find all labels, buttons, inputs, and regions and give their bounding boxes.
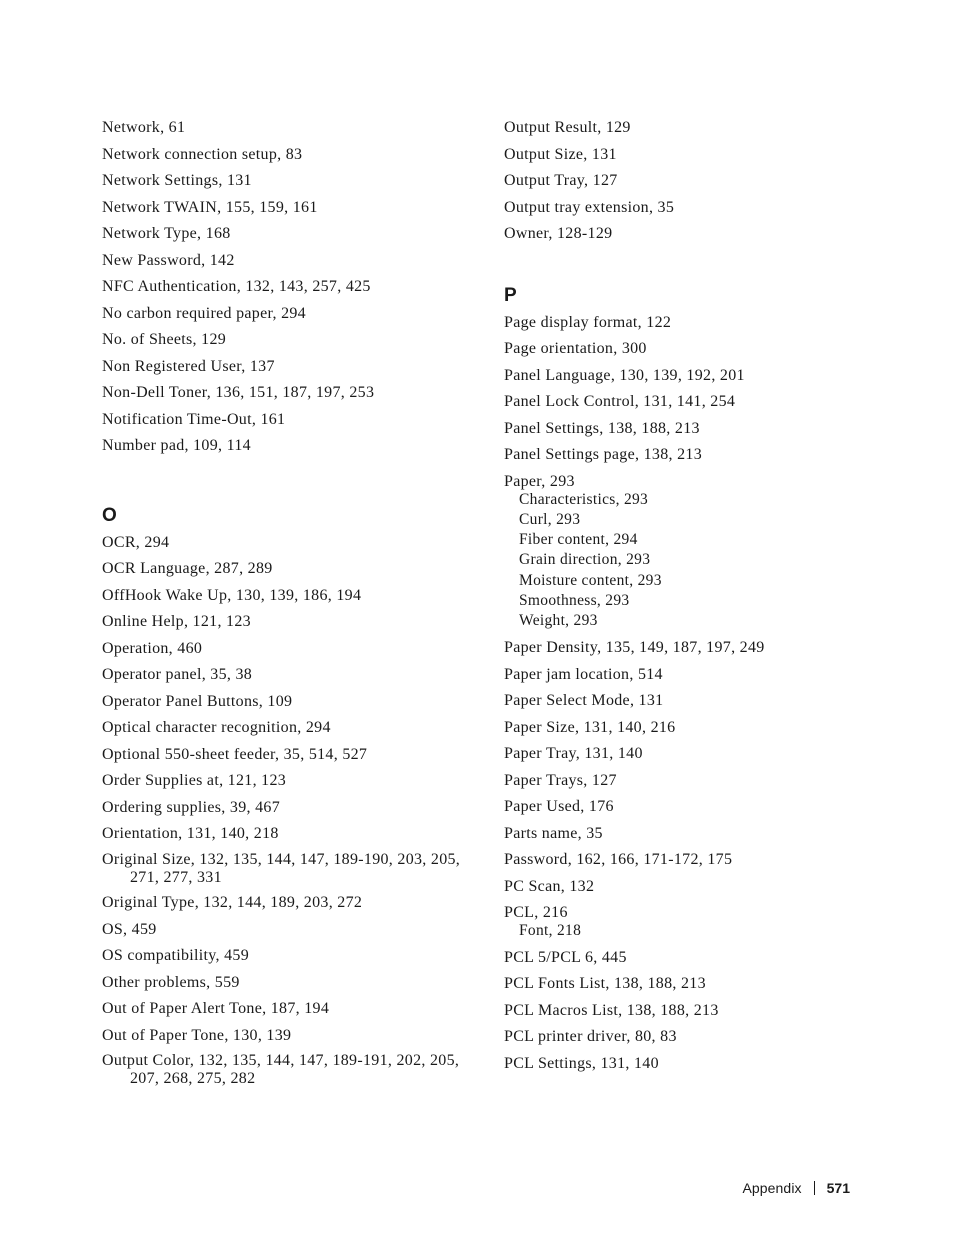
index-entry (102, 1052, 462, 1088)
index-entry (102, 824, 462, 844)
index-entry-text: PCL Fonts List, 138, 188, 213 (504, 975, 706, 993)
index-entry-text: New Password, 142 (102, 251, 235, 269)
index-entry-text: PCL Settings, 131, 140 (504, 1054, 659, 1072)
index-entry (102, 973, 462, 993)
page-footer (742, 1180, 850, 1196)
index-entry (102, 612, 462, 632)
section-gap (504, 251, 884, 285)
index-entry (102, 586, 462, 606)
index-entry (504, 366, 884, 386)
index-entry (504, 419, 884, 439)
index-entry (504, 198, 884, 218)
index-entry (504, 145, 884, 165)
index-entry (102, 692, 462, 712)
index-entry-text: OS compatibility, 459 (102, 947, 250, 964)
index-entry-text: Optical character recognition, 294 (102, 719, 331, 736)
index-entry (504, 118, 884, 138)
index-entry-text: Online Help, 121, 123 (102, 613, 251, 630)
index-entry-text: Output Size, 131 (504, 145, 617, 163)
index-entry (102, 893, 462, 913)
index-entry (504, 1001, 884, 1021)
index-entry (102, 533, 462, 553)
index-subentries (504, 490, 884, 632)
index-subentry: Font, 218 (519, 922, 582, 940)
index-entry (102, 145, 462, 165)
page-number: 571 (826, 1180, 850, 1196)
index-entry (102, 436, 462, 456)
index-entry-text: Notification Time-Out, 161 (102, 410, 286, 428)
index-entry (504, 691, 884, 711)
index-entry-text: Paper Tray, 131, 140 (504, 745, 643, 763)
index-entry-text: OCR, 294 (102, 533, 170, 551)
index-entry-text: Owner, 128-129 (504, 225, 613, 242)
index-entry (102, 330, 462, 350)
index-entry-text: Operator panel, 35, 38 (102, 666, 253, 683)
index-entry-text: PCL, 216 (504, 904, 568, 922)
index-entry (102, 559, 462, 579)
index-entry-text: Number pad, 109, 114 (102, 437, 251, 454)
index-entry (102, 383, 462, 403)
footer-section-label: Appendix (742, 1180, 802, 1196)
index-entry (504, 445, 884, 465)
index-entry-text: Output Result, 129 (504, 119, 631, 136)
index-column-left (102, 118, 462, 1095)
section-gap (102, 463, 462, 505)
index-entry (504, 224, 884, 244)
index-subentry: Weight, 293 (519, 612, 598, 630)
index-entry (504, 638, 884, 658)
index-entry (504, 974, 884, 994)
index-entry (504, 824, 884, 844)
section-letter-heading: P (504, 284, 517, 306)
index-entry-text: Paper Size, 131, 140, 216 (504, 718, 676, 736)
index-entry (102, 277, 462, 297)
index-entry-text: Original Size, 132, 135, 144, 147, 189-190, 203, 205, 271, 277, 331 (102, 850, 461, 886)
index-entry-text: Paper, 293 (504, 472, 575, 490)
index-entry-text: Non-Dell Toner, 136, 151, 187, 197, 253 (102, 384, 375, 401)
index-column-right (504, 118, 884, 1080)
index-entry-text: Ordering supplies, 39, 467 (102, 798, 281, 816)
index-subentries (504, 921, 884, 941)
index-subentry: Smoothness, 293 (519, 591, 630, 609)
index-entry-text: Panel Settings, 138, 188, 213 (504, 419, 700, 437)
index-entry (102, 798, 462, 818)
index-entry (102, 410, 462, 430)
index-entry (102, 198, 462, 218)
index-entry-text: No carbon required paper, 294 (102, 304, 306, 322)
index-entry-text: Page display format, 122 (504, 313, 672, 331)
index-entry (102, 357, 462, 377)
index-entry-text: PCL Macros List, 138, 188, 213 (504, 1001, 719, 1019)
index-entry-text: Out of Paper Alert Tone, 187, 194 (102, 1000, 330, 1017)
index-entry-text: Paper jam location, 514 (504, 665, 663, 683)
index-entry-text: Non Registered User, 137 (102, 357, 275, 375)
index-entry-text: Output Tray, 127 (504, 172, 618, 189)
index-subentry: Characteristics, 293 (519, 490, 649, 508)
index-entry-text: NFC Authentication, 132, 143, 257, 425 (102, 278, 371, 295)
index-entry-text: Panel Settings page, 138, 213 (504, 446, 703, 463)
index-entry (504, 877, 884, 897)
index-entry (102, 946, 462, 966)
index-entry (102, 1026, 462, 1046)
index-entry-text: OS, 459 (102, 920, 157, 938)
index-entry-text: Paper Used, 176 (504, 798, 614, 816)
index-entry (504, 903, 884, 941)
index-entry (102, 745, 462, 765)
index-entry-text: OffHook Wake Up, 130, 139, 186, 194 (102, 586, 362, 604)
index-entry-text: Paper Select Mode, 131 (504, 692, 664, 710)
index-entry (504, 339, 884, 359)
index-entry (504, 472, 884, 632)
index-entry-text: Network connection setup, 83 (102, 145, 303, 163)
index-entry-text: Panel Language, 130, 139, 192, 201 (504, 366, 745, 384)
index-entry (504, 665, 884, 685)
index-entry (504, 313, 884, 333)
index-entry (504, 392, 884, 412)
index-entry (504, 1027, 884, 1047)
index-entry-text: No. of Sheets, 129 (102, 331, 227, 348)
index-entry-text: Operator Panel Buttons, 109 (102, 692, 293, 710)
index-entry (102, 304, 462, 324)
index-entry-text: Operation, 460 (102, 639, 203, 657)
index-entry-text: PC Scan, 132 (504, 877, 595, 895)
index-entry (102, 665, 462, 685)
index-entry-text: OCR Language, 287, 289 (102, 560, 273, 577)
index-entry-text: Paper Trays, 127 (504, 771, 617, 789)
index-entry-text: Out of Paper Tone, 130, 139 (102, 1026, 292, 1044)
index-entry (102, 639, 462, 659)
index-entry-text: Network TWAIN, 155, 159, 161 (102, 198, 318, 216)
index-entry-text: PCL printer driver, 80, 83 (504, 1028, 677, 1046)
index-entry-text: Orientation, 131, 140, 218 (102, 825, 279, 842)
index-entry-text: Order Supplies at, 121, 123 (102, 772, 287, 789)
index-subentry: Moisture content, 293 (519, 571, 662, 589)
index-entry (504, 718, 884, 738)
index-entry-text: Paper Density, 135, 149, 187, 197, 249 (504, 639, 765, 657)
index-entry-text: PCL 5/PCL 6, 445 (504, 948, 627, 966)
index-entry-text: Page orientation, 300 (504, 340, 647, 357)
index-entry-text: Other problems, 559 (102, 973, 240, 991)
index-entry (504, 948, 884, 968)
index-entry (102, 920, 462, 940)
index-entry (102, 851, 462, 887)
index-subentry: Fiber content, 294 (519, 531, 638, 549)
index-entry-text: Parts name, 35 (504, 824, 603, 842)
index-entry-text: Network Settings, 131 (102, 172, 252, 189)
index-entry (504, 1054, 884, 1074)
index-entry (504, 744, 884, 764)
index-subentry: Grain direction, 293 (519, 551, 651, 569)
index-entry (102, 118, 462, 138)
index-entry (504, 797, 884, 817)
index-entry (102, 771, 462, 791)
index-entry-text: Output Color, 132, 135, 144, 147, 189-191, 202, 205, 207, 268, 275, 282 (102, 1052, 460, 1087)
index-entry (102, 251, 462, 271)
index-entry (102, 999, 462, 1019)
index-entry-text: Password, 162, 166, 171-172, 175 (504, 851, 733, 869)
index-entry-text: Network, 61 (102, 119, 186, 136)
index-entry (102, 718, 462, 738)
index-entry-text: Original Type, 132, 144, 189, 203, 272 (102, 894, 363, 911)
index-entry-text: Output tray extension, 35 (504, 198, 675, 216)
index-entry-text: Network Type, 168 (102, 225, 231, 242)
index-entry (504, 771, 884, 791)
index-entry-text: Panel Lock Control, 131, 141, 254 (504, 393, 736, 410)
index-subentry: Curl, 293 (519, 510, 581, 528)
footer-divider (814, 1181, 815, 1195)
section-letter-heading: O (102, 504, 117, 526)
index-entry (102, 171, 462, 191)
index-entry (102, 224, 462, 244)
index-entry (504, 171, 884, 191)
index-entry (504, 850, 884, 870)
index-entry-text: Optional 550-sheet feeder, 35, 514, 527 (102, 745, 368, 763)
